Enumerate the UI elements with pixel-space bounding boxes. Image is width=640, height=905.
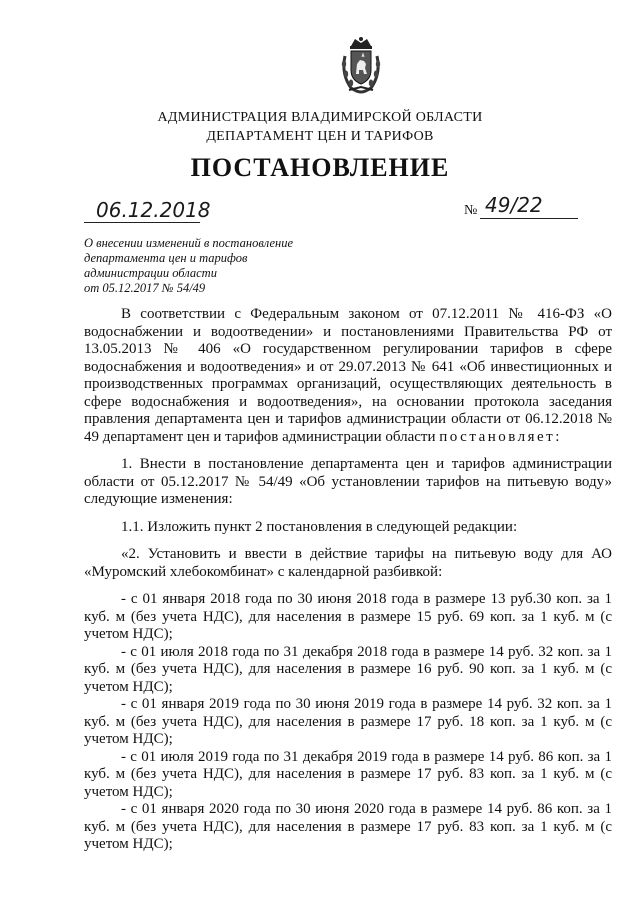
subject-line: О внесении изменений в постановление xyxy=(84,236,294,250)
tariff-item: - с 01 января 2018 года по 30 июня 2018 года в размере 13 руб.30 коп. за 1 куб. м (без учета НДС), для населения в размере 15 руб. 69 коп. за 1 куб. м (с учетом НДС); xyxy=(84,591,612,642)
document-title: ПОСТАНОВЛЕНИЕ xyxy=(190,153,450,182)
document-body xyxy=(84,306,612,854)
organization-name: АДМИНИСТРАЦИЯ ВЛАДИМИРСКОЙ ОБЛАСТИ xyxy=(157,110,483,125)
subject-line: от 05.12.2017 № 54/49 xyxy=(84,281,206,295)
item-1-1-paragraph: 1.1. Изложить пункт 2 постановления в следующей редакции: xyxy=(121,518,518,535)
number-label: № xyxy=(464,203,478,218)
date-underline xyxy=(84,222,200,223)
item-2-paragraph: «2. Установить и ввести в действие тарифы на питьевую воду для АО «Муромский хлебокомбинат» с календарной разбивкой: xyxy=(84,546,612,580)
resolves-text: постановляет: xyxy=(439,428,562,445)
item-1-paragraph: 1. Внести в постановление департамента цен и тарифов администрации области от 05.12.2017 № 54/49 «Об установлении тарифов на питьевую воду» следующие изменения: xyxy=(84,456,612,507)
number-underline xyxy=(480,218,578,219)
tariff-item: - с 01 июля 2019 года по 31 декабря 2019 года в размере 14 руб. 86 коп. за 1 куб. м (без учета НДС), для населения в размере 17 руб. 83 коп. за 1 куб. м (с учетом НДС); xyxy=(84,748,612,800)
tariff-item: - с 01 января 2019 года по 30 июня 2019 года в размере 14 руб. 32 коп. за 1 куб. м (без учета НДС), для населения в размере 17 руб. 18 коп. за 1 куб. м (с учетом НДС); xyxy=(84,696,612,747)
tariff-item: - с 01 июля 2018 года по 31 декабря 2018 года в размере 14 руб. 32 коп. за 1 куб. м (без учета НДС), для населения в размере 16 руб. 90 коп. за 1 куб. м (с учетом НДС); xyxy=(84,643,612,695)
preamble-paragraph xyxy=(84,306,612,446)
subject-line: администрации области xyxy=(84,266,217,280)
subject-line: департамента цен и тарифов xyxy=(84,251,248,265)
department-name: ДЕПАРТАМЕНТ ЦЕН И ТАРИФОВ xyxy=(206,129,434,144)
preamble-text: В соответствии с Федеральным законом от 07.12.2011 № 416-ФЗ «О водоснабжении и водоотведении» и постановлениями Правительства РФ от 13.05.2013 № 406 «О государственном регулировании тарифов в сфере водоснабжения и водоотведения» и от 29.07.2013 № 641 «Об инвестиционных и производственных программах организаций, осуществляющих деятельность в сфере водоснабжения и водоотведения», на основании протокола заседания правления департамента цен и тарифов администрации области от 06.12.2018 № 49 департамент цен и тарифов администрации области xyxy=(84,306,612,445)
handwritten-number: 49/22 xyxy=(485,193,543,217)
subject-block xyxy=(84,236,344,296)
handwritten-date: 06.12.2018 xyxy=(96,198,211,222)
coat-of-arms-icon xyxy=(339,36,383,94)
tariff-item: - с 01 января 2020 года по 30 июня 2020 года в размере 14 руб. 86 коп. за 1 куб. м (без учета НДС), для населения в размере 17 руб. 83 коп. за 1 куб. м (с учетом НДС); xyxy=(84,801,612,852)
